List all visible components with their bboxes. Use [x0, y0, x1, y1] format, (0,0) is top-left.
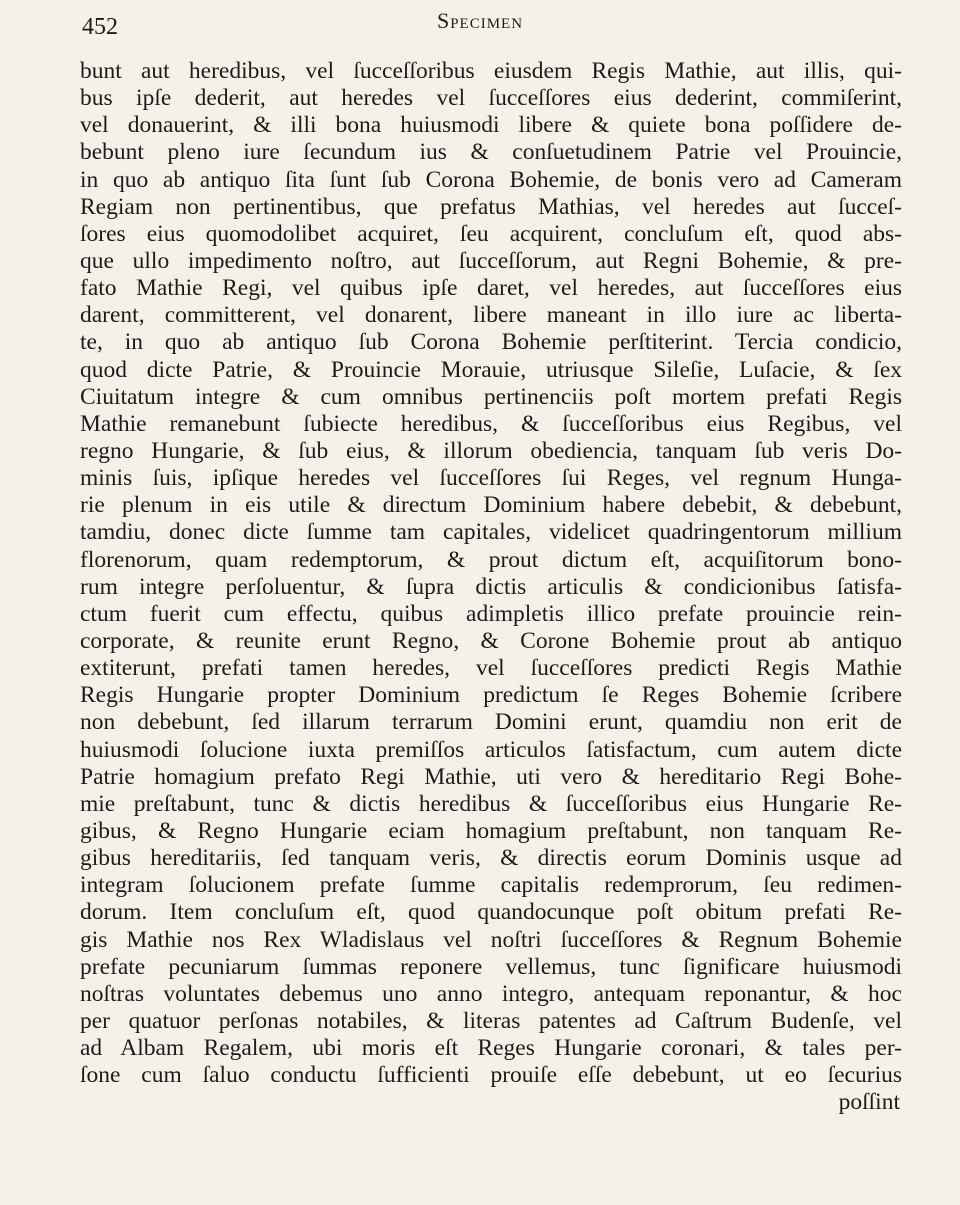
text-line: tamdiu, donec dicte ſumme tam capitales, videlicet quadringentorum millium [80, 519, 902, 546]
text-line: rum integre perſoluentur, & ſupra dictis articulis & condicionibus ſatisfa- [80, 573, 902, 600]
catchword: poſſint [838, 1089, 900, 1116]
text-line: bus ipſe dederit, aut heredes vel ſucceſſores eius dederint, commiſerint, [80, 85, 902, 112]
text-line: regno Hungarie, & ſub eius, & illorum obediencia, tanquam ſub veris Do- [80, 437, 902, 464]
text-line: rie plenum in eis utile & directum Dominium habere debebit, & debebunt, [80, 492, 902, 519]
text-line: in quo ab antiquo ſita ſunt ſub Corona Bohemie, de bonis vero ad Cameram [80, 166, 902, 193]
text-line: Ciuitatum integre & cum omnibus pertinenciis poſt mortem prefati Regis [80, 383, 902, 410]
text-line: bebunt pleno iure ſecundum ius & conſuetudinem Patrie vel Prouincie, [80, 139, 902, 166]
text-line: darent, committerent, vel donarent, libere maneant in illo iure ac liberta- [80, 302, 902, 329]
text-line: integram ſolucionem prefate ſumme capitalis redemprorum, ſeu redimen- [80, 872, 902, 899]
text-line: gis Mathie nos Rex Wladislaus vel noſtri ſucceſſores & Regnum Bohemie [80, 926, 902, 953]
text-line: que ullo impedimento noſtro, aut ſucceſſorum, aut Regni Bohemie, & pre- [80, 247, 902, 274]
text-line: gibus hereditariis, ſed tanquam veris, & directis eorum Dominis usque ad [80, 845, 902, 872]
text-line: fato Mathie Regi, vel quibus ipſe daret, vel heredes, aut ſucceſſores eius [80, 275, 902, 302]
text-line: ſone cum ſaluo conductu ſufficienti prouiſe eſſe debebunt, ut eo ſecurius [80, 1062, 902, 1089]
text-line: ctum fuerit cum effectu, quibus adimpletis illico prefate prouincie rein- [80, 600, 902, 627]
page-number: 452 [82, 14, 118, 40]
text-line: ſores eius quomodolibet acquiret, ſeu acquirent, concluſum eſt, quod abs- [80, 220, 902, 247]
text-line: mie preſtabunt, tunc & dictis heredibus & ſucceſſoribus eius Hungarie Re- [80, 790, 902, 817]
text-line: dorum. Item concluſum eſt, quod quandocunque poſt obitum prefati Re- [80, 899, 902, 926]
text-line: vel donauerint, & illi bona huiusmodi libere & quiete bona poſſidere de- [80, 112, 902, 139]
text-line: florenorum, quam redemptorum, & prout dictum eſt, acquiſitorum bono- [80, 546, 902, 573]
running-head: Specimen [436, 8, 524, 33]
text-line: Regis Hungarie propter Dominium predictum ſe Reges Bohemie ſcribere [80, 682, 902, 709]
body-text [80, 58, 902, 1116]
text-line: bunt aut heredibus, vel ſucceſſoribus eiusdem Regis Mathie, aut illis, qui- [80, 58, 902, 84]
text-line: corporate, & reunite erunt Regno, & Corone Bohemie prout ab antiquo [80, 627, 902, 654]
text-line: Regiam non pertinentibus, que prefatus Mathias, vel heredes aut ſucceſ- [80, 193, 902, 220]
text-line: Patrie homagium prefato Regi Mathie, uti vero & hereditario Regi Bohe- [80, 763, 902, 790]
text-line: extiterunt, prefati tamen heredes, vel ſucceſſores predicti Regis Mathie [80, 655, 902, 682]
text-line: gibus, & Regno Hungarie eciam homagium preſtabunt, non tanquam Re- [80, 817, 902, 844]
text-line: noſtras voluntates debemus uno anno integro, antequam reponantur, & hoc [80, 980, 902, 1007]
text-line: quod dicte Patrie, & Prouincie Morauie, utriusque Sileſie, Luſacie, & ſex [80, 356, 902, 383]
text-line: te, in quo ab antiquo ſub Corona Bohemie perſtiterint. Tercia condicio, [80, 329, 902, 356]
text-line: per quatuor perſonas notabiles, & literas patentes ad Caſtrum Budenſe, vel [80, 1007, 902, 1034]
text-line: non debebunt, ſed illarum terrarum Domini erunt, quamdiu non erit de [80, 709, 902, 736]
text-line: huiusmodi ſolucione iuxta premiſſos articulos ſatisfactum, cum autem dicte [80, 736, 902, 763]
text-line: Mathie remanebunt ſubiecte heredibus, & ſucceſſoribus eius Regibus, vel [80, 410, 902, 437]
text-line: ad Albam Regalem, ubi moris eſt Reges Hungarie coronari, & tales per- [80, 1035, 902, 1062]
text-line: minis ſuis, ipſique heredes vel ſucceſſores ſui Reges, vel regnum Hunga- [80, 465, 902, 492]
text-line: prefate pecuniarum ſummas reponere vellemus, tunc ſignificare huiusmodi [80, 953, 902, 980]
